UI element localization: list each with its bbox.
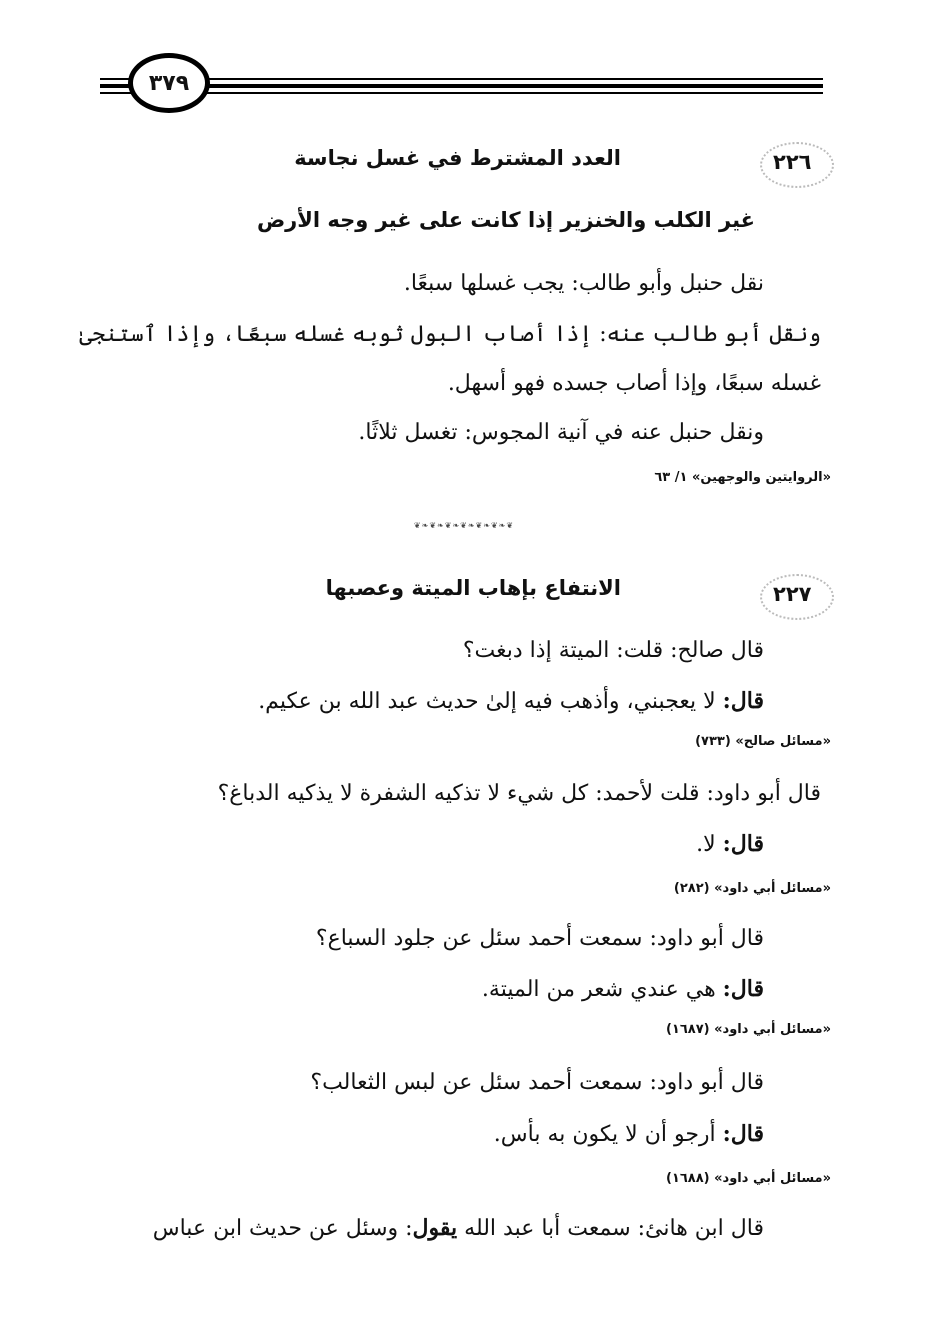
- answer-text: هي عندي شعر من الميتة.: [481, 977, 723, 1002]
- text-line: غسله سبعًا، وإذا أصاب جسده فهو أسهل.: [447, 371, 821, 396]
- section-title: الانتفاع بإهاب الميتة وعصبها: [325, 576, 621, 600]
- answer-lead: قال:: [722, 688, 764, 714]
- citation: «الروايتين والوجهين» ١/ ٦٣: [654, 470, 831, 485]
- section-number: ٢٢٦: [773, 150, 812, 174]
- answer-text: لا يعجبني، وأذهب فيه إلىٰ حديث عبد الله بن عكيم.: [258, 689, 723, 714]
- answer-line: [258, 690, 764, 713]
- citation: «مسائل أبي داود» (١٦٨٧): [665, 1022, 831, 1037]
- page-number-badge: [128, 53, 210, 113]
- answer-line: [696, 833, 764, 856]
- text-line: [153, 1217, 764, 1240]
- citation: «مسائل أبي داود» (١٦٨٨): [665, 1171, 831, 1186]
- question-line: قال أبو داود: قلت لأحمد: كل شيء لا تذكيه الشفرة لا يذكيه الدباغ؟: [217, 781, 821, 806]
- answer-text: لا.: [696, 832, 723, 857]
- text-segment-bold: يقول: [412, 1215, 458, 1241]
- section-subtitle: غير الكلب والخنزير إذا كانت على غير وجه الأرض: [256, 208, 755, 232]
- citation: «مسائل أبي داود» (٢٨٢): [673, 881, 831, 896]
- answer-text: أرجو أن لا يكون به بأس.: [493, 1122, 723, 1147]
- citation: «مسائل صالح» (٧٣٣): [695, 734, 831, 749]
- answer-lead: قال:: [722, 831, 764, 857]
- question-line: قال صالح: قلت: الميتة إذا دبغت؟: [462, 638, 764, 663]
- answer-lead: قال:: [722, 976, 764, 1002]
- question-line: قال أبو داود: سمعت أحمد سئل عن لبس الثعالب؟: [310, 1070, 764, 1095]
- header-rule-bottom: [100, 92, 823, 94]
- answer-lead: قال:: [722, 1121, 764, 1147]
- answer-line: [482, 978, 764, 1001]
- section-number: ٢٢٧: [773, 582, 812, 606]
- question-line: قال أبو داود: سمعت أحمد سئل عن جلود السباع؟: [315, 926, 764, 951]
- answer-line: [494, 1123, 764, 1146]
- text-line: ونقل أبو طالب عنه: إذا أصاب البول ثوبه غسله سبعًا، وإذا ٱستنجىٰ: [79, 322, 821, 347]
- text-line: ونقل حنبل عنه في آنية المجوس: تغسل ثلاثًا.: [358, 420, 764, 445]
- text-segment: قال ابن هانئ: سمعت أبا عبد الله: [457, 1216, 764, 1241]
- text-line: نقل حنبل وأبو طالب: يجب غسلها سبعًا.: [403, 271, 764, 296]
- section-divider-ornament: ❦❧❦❧❦❧❦❧❦❧❦❧❦: [413, 522, 515, 530]
- page-number: ٣٧٩: [148, 70, 190, 96]
- text-segment: : وسئل عن حديث ابن عباس: [152, 1216, 413, 1241]
- section-title: العدد المشترط في غسل نجاسة: [294, 146, 621, 170]
